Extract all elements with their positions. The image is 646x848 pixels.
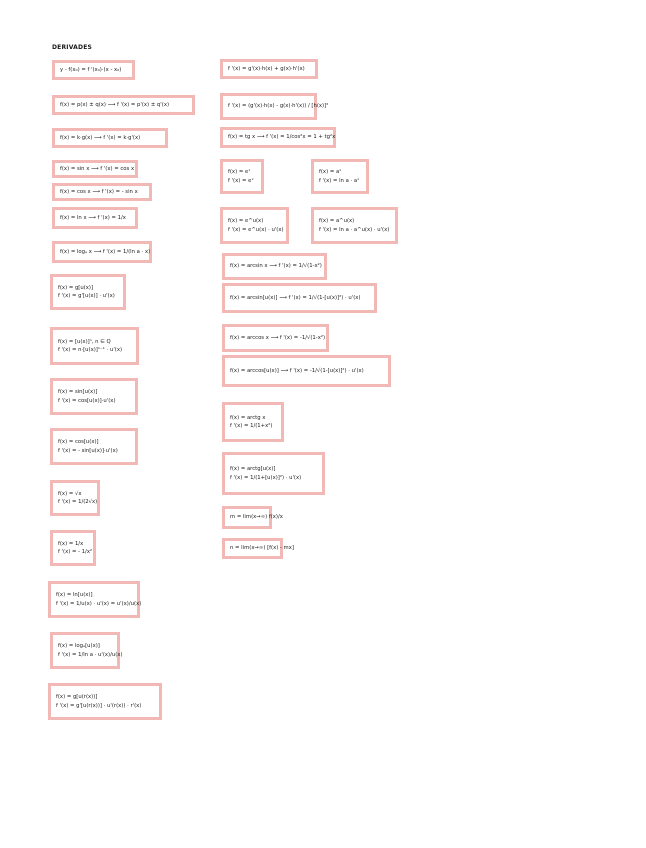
formula-line: f(x) = e^u(x) bbox=[228, 218, 264, 225]
formula-line: f '(x) = 1/(2√x) bbox=[58, 499, 98, 505]
formula-box-log bbox=[52, 241, 152, 263]
formula-box-arccos-composite bbox=[222, 355, 391, 387]
formula-line: n = lim(x→∞) [f(x) - mx] bbox=[230, 545, 294, 552]
formula-line: f '(x) = eˣ bbox=[228, 177, 254, 184]
formula-line: f(x) = 1/x bbox=[58, 540, 84, 547]
formula-line: f(x) = sin[u(x)] bbox=[58, 389, 98, 396]
formula-line: f(x) = arcsin x ⟶ f '(x) = 1/√(1-x²) bbox=[230, 263, 322, 270]
formula-box-sin-composite bbox=[50, 378, 138, 415]
formula-line: f '(x) = 1/(1+[u(x)]²) · u'(x) bbox=[230, 474, 302, 481]
formula-box-power bbox=[50, 327, 139, 365]
formula-line: f(x) = aˣ bbox=[319, 169, 342, 176]
formula-line: f(x) = arcsin[u(x)] ⟶ f '(x) = 1/√(1-[u(x)]²) · u'(x) bbox=[230, 294, 361, 301]
formula-box-ln-composite bbox=[48, 581, 140, 618]
formula-line: f '(x) = g'[u(x)] · u'(x) bbox=[58, 293, 115, 299]
formula-box-chain-rule bbox=[50, 274, 126, 310]
formula-line: f '(x) = ln a · aˣ bbox=[319, 177, 360, 184]
formula-line: f(x) = √x bbox=[58, 490, 82, 497]
formula-line: f '(x) = 1/u(x) · u'(x) = u'(x)/u(x) bbox=[56, 600, 142, 607]
formula-box-quotient-rule bbox=[220, 93, 329, 120]
formula-box-cos-composite bbox=[50, 428, 138, 465]
formula-line: f(x) = logₐ x ⟶ f '(x) = 1/(ln a · x) bbox=[60, 248, 151, 255]
formula-box-tangent-line bbox=[52, 60, 135, 80]
formula-line: f(x) = tg x ⟶ f '(x) = 1/cos²x = 1 + tg²x bbox=[228, 134, 336, 141]
formula-box-sin bbox=[52, 160, 138, 178]
formula-line: f(x) = arccos[u(x)] ⟶ f '(x) = -1/√(1-[u(x)]²) · u'(x) bbox=[230, 367, 364, 374]
formula-line: f(x) = a^u(x) bbox=[319, 218, 355, 225]
formula-box-arccos bbox=[222, 324, 329, 352]
formula-box-tan bbox=[220, 127, 336, 148]
formula-box-exp bbox=[220, 159, 264, 194]
formula-line: f '(x) = g'[u(r(x))] · u'(r(x)) · r'(x) bbox=[56, 702, 142, 709]
formula-line: f '(x) = 1/ln a · u'(x)/u(x) bbox=[58, 651, 123, 658]
formula-box-product-rule bbox=[220, 59, 318, 79]
formula-box-asymptote-slope bbox=[222, 506, 283, 529]
formula-box-exp-composite bbox=[220, 207, 289, 244]
formula-line: f(x) = k·g(x) ⟶ f '(x) = k·g'(x) bbox=[60, 134, 141, 141]
formula-line: f '(x) = n·[u(x)]ⁿ⁻¹ · u'(x) bbox=[58, 347, 123, 353]
formula-line: f(x) = ln x ⟶ f '(x) = 1/x bbox=[60, 214, 126, 221]
formula-line: y - f(x₀) = f '(x₀)·(x - x₀) bbox=[60, 66, 122, 73]
formula-line: f(x) = g[u(r(x))] bbox=[56, 694, 98, 701]
formula-line: f(x) = p(x) ± q(x) ⟶ f '(x) = p'(x) ± q'(x) bbox=[60, 101, 170, 108]
formula-line: f(x) = arctg x bbox=[230, 414, 266, 421]
formula-line: f '(x) = 1/(1+x²) bbox=[230, 423, 273, 429]
formula-line: m = lim(x→∞) f(x)/x bbox=[230, 514, 283, 521]
formula-box-log-composite bbox=[50, 632, 123, 669]
formula-box-arcsin bbox=[222, 253, 327, 280]
formula-line: f(x) = cos x ⟶ f '(x) = - sin x bbox=[60, 188, 138, 195]
formula-box-ln bbox=[52, 207, 138, 229]
formula-box-arcsin-composite bbox=[222, 283, 377, 313]
formula-box-arctan bbox=[222, 402, 284, 442]
formula-line: f '(x) = - sin[u(x)]·u'(x) bbox=[58, 447, 118, 454]
formula-line: f(x) = g[u(x)] bbox=[58, 284, 94, 291]
formula-box-sum-rule bbox=[52, 95, 195, 115]
formula-line: f(x) = arccos x ⟶ f '(x) = -1/√(1-x²) bbox=[230, 334, 326, 341]
formula-line: f '(x) = (g'(x)·h(x) - g(x)·h'(x)) / [h(x)]² bbox=[228, 103, 329, 110]
formula-box-exp-base-a-composite bbox=[311, 207, 398, 244]
formula-box-constant-multiple bbox=[52, 128, 168, 148]
formula-line: f(x) = logₐ[u(x)] bbox=[58, 643, 100, 650]
formula-box-arctan-composite bbox=[222, 452, 325, 495]
page-title: DERIVADES bbox=[52, 44, 93, 51]
formula-line: f(x) = eˣ bbox=[228, 169, 251, 176]
formula-line: f '(x) = ln a · a^u(x) · u'(x) bbox=[319, 226, 390, 233]
formula-line: f(x) = sin x ⟶ f '(x) = cos x bbox=[60, 165, 135, 172]
formula-box-double-chain-rule bbox=[48, 683, 162, 720]
formula-line: f '(x) = - 1/x² bbox=[58, 549, 93, 555]
formula-box-asymptote-intercept bbox=[222, 538, 294, 559]
formula-box-cos bbox=[52, 183, 152, 201]
formula-box-exp-base-a bbox=[311, 159, 369, 194]
formula-box-sqrt bbox=[50, 480, 100, 516]
formula-line: f(x) = cos[u(x)] bbox=[58, 439, 99, 446]
formula-line: f '(x) = e^u(x) · u'(x) bbox=[228, 226, 284, 233]
formula-line: f(x) = [u(x)]ⁿ, n ∈ Q bbox=[58, 338, 111, 345]
formula-line: f(x) = ln[u(x)] bbox=[56, 592, 93, 599]
formula-line: f '(x) = g'(x)·h(x) + g(x)·h'(x) bbox=[228, 65, 305, 72]
formula-line: f '(x) = cos[u(x)]·u'(x) bbox=[58, 397, 116, 404]
formula-line: f(x) = arctg[u(x)] bbox=[230, 466, 276, 473]
formula-box-reciprocal bbox=[50, 530, 96, 566]
